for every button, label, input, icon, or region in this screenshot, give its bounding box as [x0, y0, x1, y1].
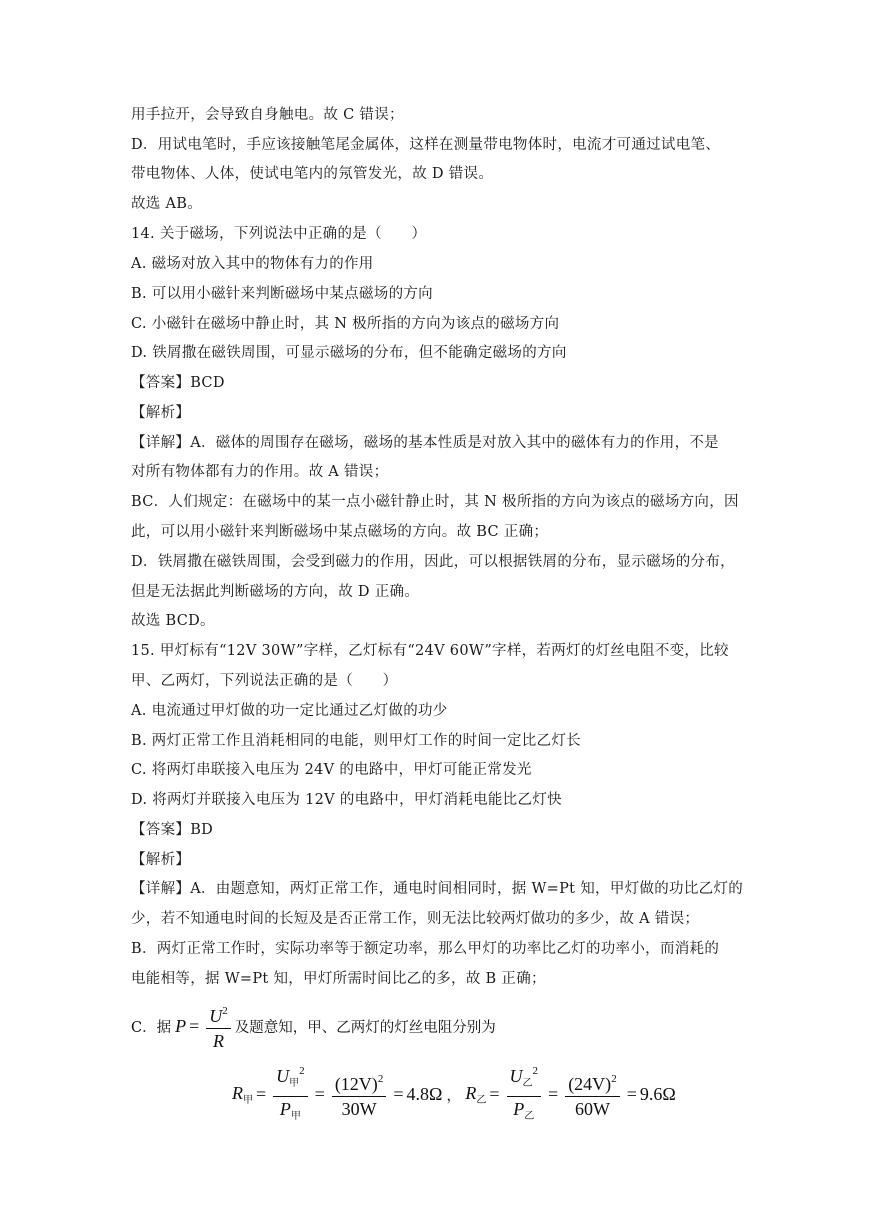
formula-equals: = [189, 1015, 200, 1036]
answer-label: 【答案】BD [131, 822, 214, 838]
text-line: 但是无法据此判断磁场的方向，故 D 正确。 [131, 584, 420, 600]
r-jia-fraction-numeric: $\frac{(12V)^2}{30W}$ [332, 1068, 387, 1120]
answer-label: 【答案】BCD [131, 375, 225, 391]
question-15-stem: 15. 甲灯标有“12V 30W”字样，乙灯标有“24V 60W”字样，若两灯的灯丝电阻不变，比较 [131, 643, 729, 659]
text-line: 用手拉开，会导致自身触电。故 C 错误； [131, 107, 404, 123]
question-14-option-b: B. 可以用小磁针来判断磁场中某点磁场的方向 [131, 286, 433, 302]
formula-r: R [213, 1031, 225, 1051]
text-line: 带电物体、人体，使试电笔内的氖管发光，故 D 错误。 [131, 166, 494, 182]
r-yi-fraction-symbolic: $\frac{U_乙^2}{P_乙}$ [507, 1060, 542, 1128]
r-yi-result: 9.6Ω [639, 1083, 676, 1104]
text-line: B．两灯正常工作时，实际功率等于额定功率，那么甲灯的功率比乙灯的功率小，而消耗的 [131, 941, 720, 957]
question-15-option-b: B. 两灯正常工作且消耗相同的电能，则甲灯工作的时间一定比乙灯长 [131, 733, 581, 749]
power-formula-line [131, 1000, 496, 1052]
text-line: D．铁屑撒在磁铁周围，会受到磁力的作用，因此，可以根据铁屑的分布，显示磁场的分布， [131, 554, 735, 570]
question-14-option-d: D. 铁屑撒在磁铁周围，可显示磁场的分布，但不能确定磁场的方向 [131, 345, 567, 361]
analysis-label: 【解析】 [131, 405, 191, 421]
question-15-option-d: D. 将两灯并联接入电压为 12V 的电路中，甲灯消耗电能比乙灯快 [131, 792, 562, 808]
text-line: D．用试电笔时，手应该接触笔尾金属体，这样在测量带电物体时，电流才可通过试电笔、 [131, 137, 721, 153]
text-line: 故选 AB。 [131, 196, 203, 212]
r-jia-fraction-symbolic: $\frac{U_甲^2}{P_甲}$ [273, 1060, 308, 1128]
text-line: 【详解】A．由题意知，两灯正常工作，通电时间相同时，据 W=Pt 知，甲灯做的功比乙灯的 [131, 881, 744, 897]
text-line: BC．人们规定：在磁场中的某一点小磁针静止时，其 N 极所指的方向为该点的磁场方向，因 [131, 494, 739, 510]
formula-sq: 2 [222, 1005, 228, 1017]
analysis-label: 【解析】 [131, 852, 191, 868]
formula-p: P [175, 1015, 187, 1036]
formula-prefix: C．据 [131, 1019, 172, 1036]
question-14-stem: 14. 关于磁场，下列说法中正确的是（ ） [131, 226, 427, 242]
text-line: 电能相等，据 W=Pt 知，甲灯所需时间比乙的多，故 B 正确； [131, 971, 546, 987]
question-14-option-a: A. 磁场对放入其中的物体有力的作用 [131, 256, 374, 272]
question-15-option-a: A. 电流通过甲灯做的功一定比通过乙灯做的功少 [131, 703, 448, 719]
text-line: 【详解】A．磁体的周围存在磁场，磁场的基本性质是对放入其中的磁体有力的作用，不是 [131, 435, 719, 451]
r-yi-symbol: $R_乙$ [465, 1082, 487, 1106]
text-line: 此，可以用小磁针来判断磁场中某点磁场的方向。故 BC 正确； [131, 524, 549, 540]
text-line: 少，若不知通电时间的长短及是否正常工作，则无法比较两灯做功的多少，故 A 错误； [131, 911, 700, 927]
text-line: 对所有物体都有力的作用。故 A 错误； [131, 464, 389, 480]
question-15-option-c: C. 将两灯串联接入电压为 24V 的电路中，甲灯可能正常发光 [131, 762, 532, 778]
formula-fraction [206, 1000, 231, 1052]
question-15-stem-cont: 甲、乙两灯，下列说法正确的是（ ） [131, 673, 398, 689]
formula-suffix: 及题意知，甲、乙两灯的灯丝电阻分别为 [234, 1019, 496, 1036]
question-14-option-c: C. 小磁针在磁场中静止时，其 N 极所指的方向为该点的磁场方向 [131, 316, 560, 332]
formula-u: U [209, 1006, 223, 1026]
r-jia-symbol: $R_甲$ [232, 1082, 253, 1106]
text-line: 故选 BCD。 [131, 613, 215, 629]
r-yi-fraction-numeric: $\frac{(24V)^2}{60W}$ [565, 1068, 620, 1120]
r-jia-result: 4.8Ω [406, 1083, 443, 1104]
resistance-equation: $R_甲$ = $\frac{U_甲^2}{P_甲}$ = $\frac{(12V)^2}{30W}$ = 4.8Ω ， $R_乙$ = $\frac{U_乙^2}{P_乙}$ = $\frac{(24V)^2}{60W}$ = 9.6Ω [232, 1060, 676, 1128]
